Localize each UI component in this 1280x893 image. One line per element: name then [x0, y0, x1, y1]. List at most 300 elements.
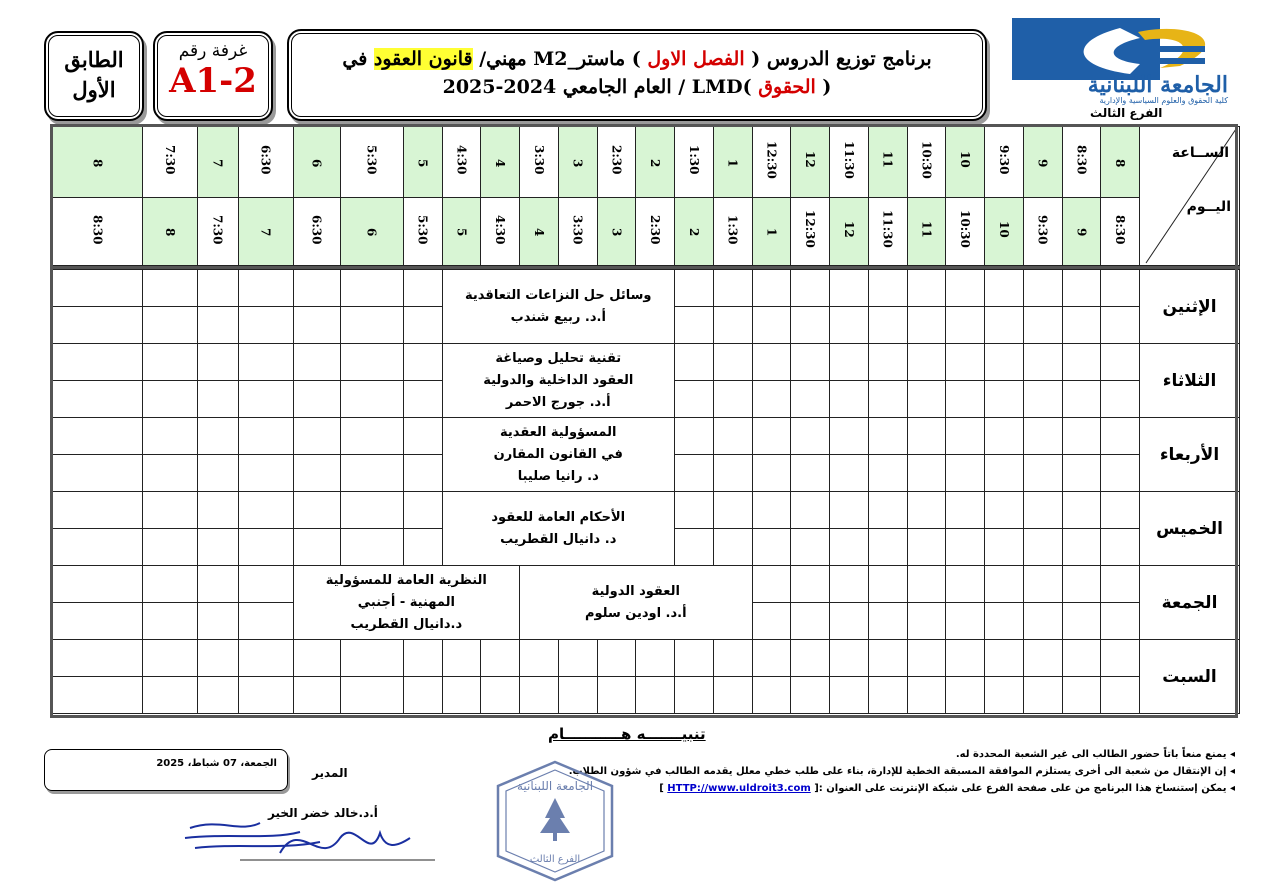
time-cell	[1101, 197, 1140, 266]
time-label: 3:30	[531, 145, 546, 175]
empty-slot	[197, 492, 238, 529]
empty-slot	[340, 270, 403, 307]
course-title: العقود الداخلية والدولية	[483, 372, 634, 388]
corner-header	[1140, 127, 1240, 266]
empty-slot	[142, 677, 197, 714]
time-label: 12:30	[803, 210, 818, 249]
empty-slot	[907, 677, 946, 714]
empty-slot	[791, 418, 830, 455]
date-box	[44, 749, 288, 791]
empty-slot	[1062, 603, 1101, 640]
empty-slot	[752, 529, 791, 566]
floor-value: الأول	[72, 77, 116, 102]
empty-slot	[946, 640, 985, 677]
empty-slot	[985, 270, 1024, 307]
time-label: 8	[1113, 158, 1128, 168]
empty-slot	[403, 270, 442, 307]
empty-slot	[636, 640, 675, 677]
course-title: المسؤولية العقدية	[500, 424, 617, 440]
empty-slot	[1023, 603, 1062, 640]
course-block-wed	[442, 418, 675, 492]
time-label: 7:30	[162, 145, 177, 175]
empty-slot	[713, 492, 752, 529]
empty-slot	[675, 381, 714, 418]
empty-slot	[791, 566, 830, 603]
course-block-tue	[442, 344, 675, 418]
time-cell	[636, 197, 675, 266]
empty-slot	[1062, 307, 1101, 344]
empty-slot	[1023, 418, 1062, 455]
empty-slot	[403, 344, 442, 381]
empty-slot	[752, 307, 791, 344]
empty-slot	[53, 492, 143, 529]
empty-slot	[907, 492, 946, 529]
empty-slot	[293, 381, 340, 418]
empty-slot	[197, 418, 238, 455]
notice-title: تنبيـــــــه هـــــــــــام	[548, 725, 706, 743]
empty-slot	[1062, 344, 1101, 381]
empty-slot	[1101, 344, 1140, 381]
empty-slot	[946, 344, 985, 381]
time-cell	[238, 197, 293, 266]
empty-slot	[142, 344, 197, 381]
stamp-branch: الفرع الثالث	[529, 854, 581, 865]
time-label: 7	[258, 228, 273, 237]
empty-slot	[53, 307, 143, 344]
empty-slot	[558, 640, 597, 677]
empty-slot	[1062, 418, 1101, 455]
empty-slot	[1062, 381, 1101, 418]
day-monday: الإثنين	[1140, 270, 1240, 344]
empty-slot	[752, 344, 791, 381]
time-cell	[442, 127, 481, 198]
time-label: 3	[609, 228, 624, 237]
time-label: 8	[90, 158, 105, 168]
time-cell	[481, 197, 520, 266]
time-cell	[597, 127, 636, 198]
empty-slot	[53, 566, 143, 603]
time-label: 1:30	[686, 145, 701, 175]
time-cell	[907, 127, 946, 198]
empty-slot	[238, 381, 293, 418]
day-saturday: السبت	[1140, 640, 1240, 714]
empty-slot	[1023, 270, 1062, 307]
time-label: 3	[570, 158, 585, 168]
course-title: المهنية - أجنبي	[357, 594, 455, 610]
empty-slot	[868, 640, 907, 677]
director-name: أ.د.خالد خضر الخير	[268, 806, 378, 820]
empty-slot	[1023, 529, 1062, 566]
course-instructor: أ.د. جورج الاحمر	[505, 394, 611, 410]
logo-name: الجامعة اللبنانية	[1087, 72, 1228, 98]
time-label: 5	[415, 158, 430, 168]
time-label: 2	[686, 228, 701, 237]
empty-slot	[1101, 603, 1140, 640]
time-cell	[868, 197, 907, 266]
time-cell	[293, 127, 340, 198]
empty-slot	[791, 492, 830, 529]
empty-slot	[53, 418, 143, 455]
time-cell	[1062, 127, 1101, 198]
room-number: A1-2	[169, 61, 257, 101]
empty-slot	[340, 492, 403, 529]
empty-slot	[907, 640, 946, 677]
empty-slot	[597, 640, 636, 677]
empty-slot	[752, 381, 791, 418]
time-label: 5:30	[415, 214, 430, 244]
time-cell	[238, 127, 293, 198]
course-title: العقود الدولية	[591, 583, 680, 599]
empty-slot	[53, 640, 143, 677]
empty-slot	[481, 677, 520, 714]
empty-slot	[520, 640, 559, 677]
time-label: 9	[1074, 228, 1089, 237]
university-logo	[1010, 16, 1232, 104]
empty-slot	[1023, 677, 1062, 714]
empty-slot	[830, 307, 869, 344]
time-cell	[53, 127, 143, 198]
empty-slot	[675, 529, 714, 566]
empty-slot	[675, 677, 714, 714]
room-box	[153, 31, 273, 121]
time-label: 10	[958, 151, 973, 169]
time-label: 11:30	[880, 210, 895, 249]
empty-slot	[985, 603, 1024, 640]
empty-slot	[238, 529, 293, 566]
empty-slot	[142, 381, 197, 418]
empty-slot	[791, 455, 830, 492]
empty-slot	[868, 418, 907, 455]
empty-slot	[142, 307, 197, 344]
time-label: 4	[493, 158, 508, 168]
time-cell	[791, 197, 830, 266]
time-label: 9:30	[1035, 214, 1050, 244]
empty-slot	[791, 603, 830, 640]
empty-slot	[791, 529, 830, 566]
empty-slot	[636, 677, 675, 714]
empty-slot	[907, 566, 946, 603]
empty-slot	[713, 270, 752, 307]
empty-slot	[142, 492, 197, 529]
signature	[180, 808, 440, 878]
empty-slot	[830, 455, 869, 492]
empty-slot	[985, 677, 1024, 714]
empty-slot	[53, 270, 143, 307]
empty-slot	[293, 418, 340, 455]
empty-slot	[868, 566, 907, 603]
time-label: 3:30	[570, 214, 585, 244]
empty-slot	[985, 492, 1024, 529]
title-line-2: ( الحقوق )LMD / العام الجامعي 2024-2025	[442, 76, 832, 98]
empty-slot	[675, 455, 714, 492]
empty-slot	[907, 307, 946, 344]
timetable-grid	[52, 126, 1240, 714]
empty-slot	[907, 418, 946, 455]
empty-slot	[197, 529, 238, 566]
empty-slot	[985, 381, 1024, 418]
empty-slot	[1101, 270, 1140, 307]
time-cell	[558, 197, 597, 266]
time-cell	[197, 127, 238, 198]
empty-slot	[238, 492, 293, 529]
empty-slot	[403, 381, 442, 418]
time-label: 4:30	[454, 145, 469, 175]
empty-slot	[293, 455, 340, 492]
empty-slot	[907, 529, 946, 566]
empty-slot	[907, 381, 946, 418]
empty-slot	[1101, 640, 1140, 677]
time-label: 6:30	[309, 214, 324, 244]
empty-slot	[985, 344, 1024, 381]
time-label: 11:30	[841, 140, 856, 179]
time-label: 6	[364, 228, 379, 237]
stamp-text: الجامعة اللبنانية	[516, 779, 594, 793]
empty-slot	[293, 307, 340, 344]
time-cell	[1062, 197, 1101, 266]
time-label: 2	[648, 158, 663, 168]
empty-slot	[481, 640, 520, 677]
empty-slot	[1023, 455, 1062, 492]
empty-slot	[403, 492, 442, 529]
empty-slot	[868, 455, 907, 492]
day-wednesday: الأربعاء	[1140, 418, 1240, 492]
empty-slot	[1023, 307, 1062, 344]
empty-slot	[791, 381, 830, 418]
empty-slot	[442, 640, 481, 677]
branch-label: الفرع الثالث	[1090, 106, 1163, 120]
empty-slot	[1101, 566, 1140, 603]
empty-slot	[197, 307, 238, 344]
empty-slot	[985, 529, 1024, 566]
empty-slot	[713, 381, 752, 418]
time-cell	[713, 127, 752, 198]
empty-slot	[713, 344, 752, 381]
time-label: 4:30	[493, 214, 508, 244]
empty-slot	[53, 677, 143, 714]
empty-slot	[197, 603, 238, 640]
time-cell	[830, 197, 869, 266]
time-cell	[340, 197, 403, 266]
empty-slot	[238, 344, 293, 381]
time-cell	[752, 197, 791, 266]
time-label: 10:30	[958, 210, 973, 249]
empty-slot	[752, 640, 791, 677]
empty-slot	[946, 381, 985, 418]
empty-slot	[830, 344, 869, 381]
hour-header: الســاعة	[1171, 145, 1229, 161]
empty-slot	[830, 677, 869, 714]
empty-slot	[907, 344, 946, 381]
time-label: 6	[309, 158, 324, 168]
website-link[interactable]: HTTP://www.uldroit3.com	[667, 783, 811, 794]
floor-box	[44, 31, 144, 121]
course-title: وسائل حل النزاعات التعاقدية	[465, 287, 652, 303]
empty-slot	[403, 640, 442, 677]
empty-slot	[197, 270, 238, 307]
time-label: 2:30	[648, 214, 663, 244]
empty-slot	[946, 603, 985, 640]
empty-slot	[1101, 418, 1140, 455]
time-cell	[985, 127, 1024, 198]
course-title: الأحكام العامة للعقود	[491, 509, 626, 525]
empty-slot	[1062, 566, 1101, 603]
course-block-fri-a	[520, 566, 753, 640]
time-cell	[520, 127, 559, 198]
empty-slot	[946, 677, 985, 714]
time-cell	[293, 197, 340, 266]
official-stamp	[490, 758, 620, 884]
empty-slot	[1023, 381, 1062, 418]
time-label: 1	[764, 228, 779, 237]
course-title: تقنية تحليل وصياغة	[495, 350, 622, 366]
empty-slot	[675, 492, 714, 529]
time-cell	[636, 127, 675, 198]
empty-slot	[791, 344, 830, 381]
empty-slot	[340, 381, 403, 418]
empty-slot	[1101, 492, 1140, 529]
time-cell	[520, 197, 559, 266]
room-label: غرفة رقم	[178, 41, 248, 61]
empty-slot	[142, 603, 197, 640]
time-label: 5	[454, 228, 469, 237]
empty-slot	[946, 492, 985, 529]
title-line-1: برنامج توزيع الدروس ( الفصل الاول ) ماستر_M2 مهني/ قانون العقود في	[342, 48, 932, 70]
time-cell	[340, 127, 403, 198]
note-1: ◂ يمنع منعاً باتاً حضور الطالب الى غير الشعبة المحددة له.	[955, 749, 1235, 760]
time-label: 12	[803, 151, 818, 169]
time-label: 12:30	[764, 140, 779, 179]
empty-slot	[142, 455, 197, 492]
empty-slot	[1101, 381, 1140, 418]
time-label: 10	[996, 220, 1011, 238]
empty-slot	[907, 270, 946, 307]
empty-slot	[1062, 529, 1101, 566]
empty-slot	[238, 566, 293, 603]
time-label: 9	[1035, 158, 1050, 168]
empty-slot	[830, 529, 869, 566]
time-cell	[830, 127, 869, 198]
time-cell	[142, 127, 197, 198]
time-cell	[907, 197, 946, 266]
time-label: 2:30	[609, 145, 624, 175]
day-header: اليــوم	[1186, 199, 1231, 215]
empty-slot	[238, 418, 293, 455]
time-label: 8:30	[1074, 145, 1089, 175]
empty-slot	[1062, 677, 1101, 714]
time-label: 4	[531, 228, 546, 237]
empty-slot	[985, 307, 1024, 344]
empty-slot	[946, 455, 985, 492]
empty-slot	[53, 529, 143, 566]
empty-slot	[946, 418, 985, 455]
empty-slot	[403, 418, 442, 455]
empty-slot	[1062, 492, 1101, 529]
empty-slot	[597, 677, 636, 714]
time-label: 11	[880, 151, 895, 169]
empty-slot	[403, 307, 442, 344]
empty-slot	[197, 566, 238, 603]
empty-slot	[868, 529, 907, 566]
empty-slot	[340, 455, 403, 492]
day-friday: الجمعة	[1140, 566, 1240, 640]
course-instructor: د. دانيال القطريب	[500, 531, 617, 547]
empty-slot	[340, 344, 403, 381]
empty-slot	[520, 677, 559, 714]
time-cell	[675, 197, 714, 266]
empty-slot	[830, 492, 869, 529]
empty-slot	[1062, 270, 1101, 307]
time-cell	[558, 127, 597, 198]
empty-slot	[752, 603, 791, 640]
empty-slot	[197, 381, 238, 418]
empty-slot	[752, 270, 791, 307]
empty-slot	[791, 677, 830, 714]
time-label: 6:30	[258, 145, 273, 175]
empty-slot	[142, 640, 197, 677]
empty-slot	[197, 455, 238, 492]
time-cell	[1101, 127, 1140, 198]
empty-slot	[830, 640, 869, 677]
empty-slot	[238, 603, 293, 640]
time-cell	[142, 197, 197, 266]
empty-slot	[1062, 640, 1101, 677]
course-block-thu	[442, 492, 675, 566]
empty-slot	[675, 270, 714, 307]
date-text: الجمعة، 07 شباط، 2025	[156, 758, 277, 769]
empty-slot	[675, 307, 714, 344]
empty-slot	[946, 307, 985, 344]
empty-slot	[830, 381, 869, 418]
empty-slot	[830, 270, 869, 307]
empty-slot	[53, 603, 143, 640]
time-label: 5:30	[364, 145, 379, 175]
empty-slot	[293, 529, 340, 566]
empty-slot	[1023, 566, 1062, 603]
empty-slot	[558, 677, 597, 714]
note-3: ◂ يمكن إستنساخ هذا البرنامج من على صفحة الفرع على شبكة الإنترنت على العنوان :[ HTTP://www.uldroit3.com ]	[659, 783, 1235, 794]
empty-slot	[1101, 677, 1140, 714]
empty-slot	[142, 270, 197, 307]
course-block-mon	[442, 270, 675, 344]
empty-slot	[53, 381, 143, 418]
empty-slot	[238, 455, 293, 492]
empty-slot	[868, 492, 907, 529]
empty-slot	[752, 492, 791, 529]
time-cell	[442, 197, 481, 266]
empty-slot	[752, 677, 791, 714]
empty-slot	[197, 640, 238, 677]
empty-slot	[403, 455, 442, 492]
empty-slot	[340, 307, 403, 344]
empty-slot	[985, 455, 1024, 492]
empty-slot	[293, 492, 340, 529]
time-label: 7:30	[210, 214, 225, 244]
empty-slot	[830, 603, 869, 640]
time-cell	[946, 197, 985, 266]
empty-slot	[142, 418, 197, 455]
time-label: 12	[841, 220, 856, 238]
course-instructor: د.دانيال القطريب	[350, 616, 463, 632]
empty-slot	[868, 381, 907, 418]
empty-slot	[907, 455, 946, 492]
empty-slot	[197, 677, 238, 714]
empty-slot	[830, 566, 869, 603]
empty-slot	[713, 529, 752, 566]
time-cell	[597, 197, 636, 266]
empty-slot	[340, 529, 403, 566]
course-block-fri-b	[293, 566, 519, 640]
empty-slot	[713, 418, 752, 455]
